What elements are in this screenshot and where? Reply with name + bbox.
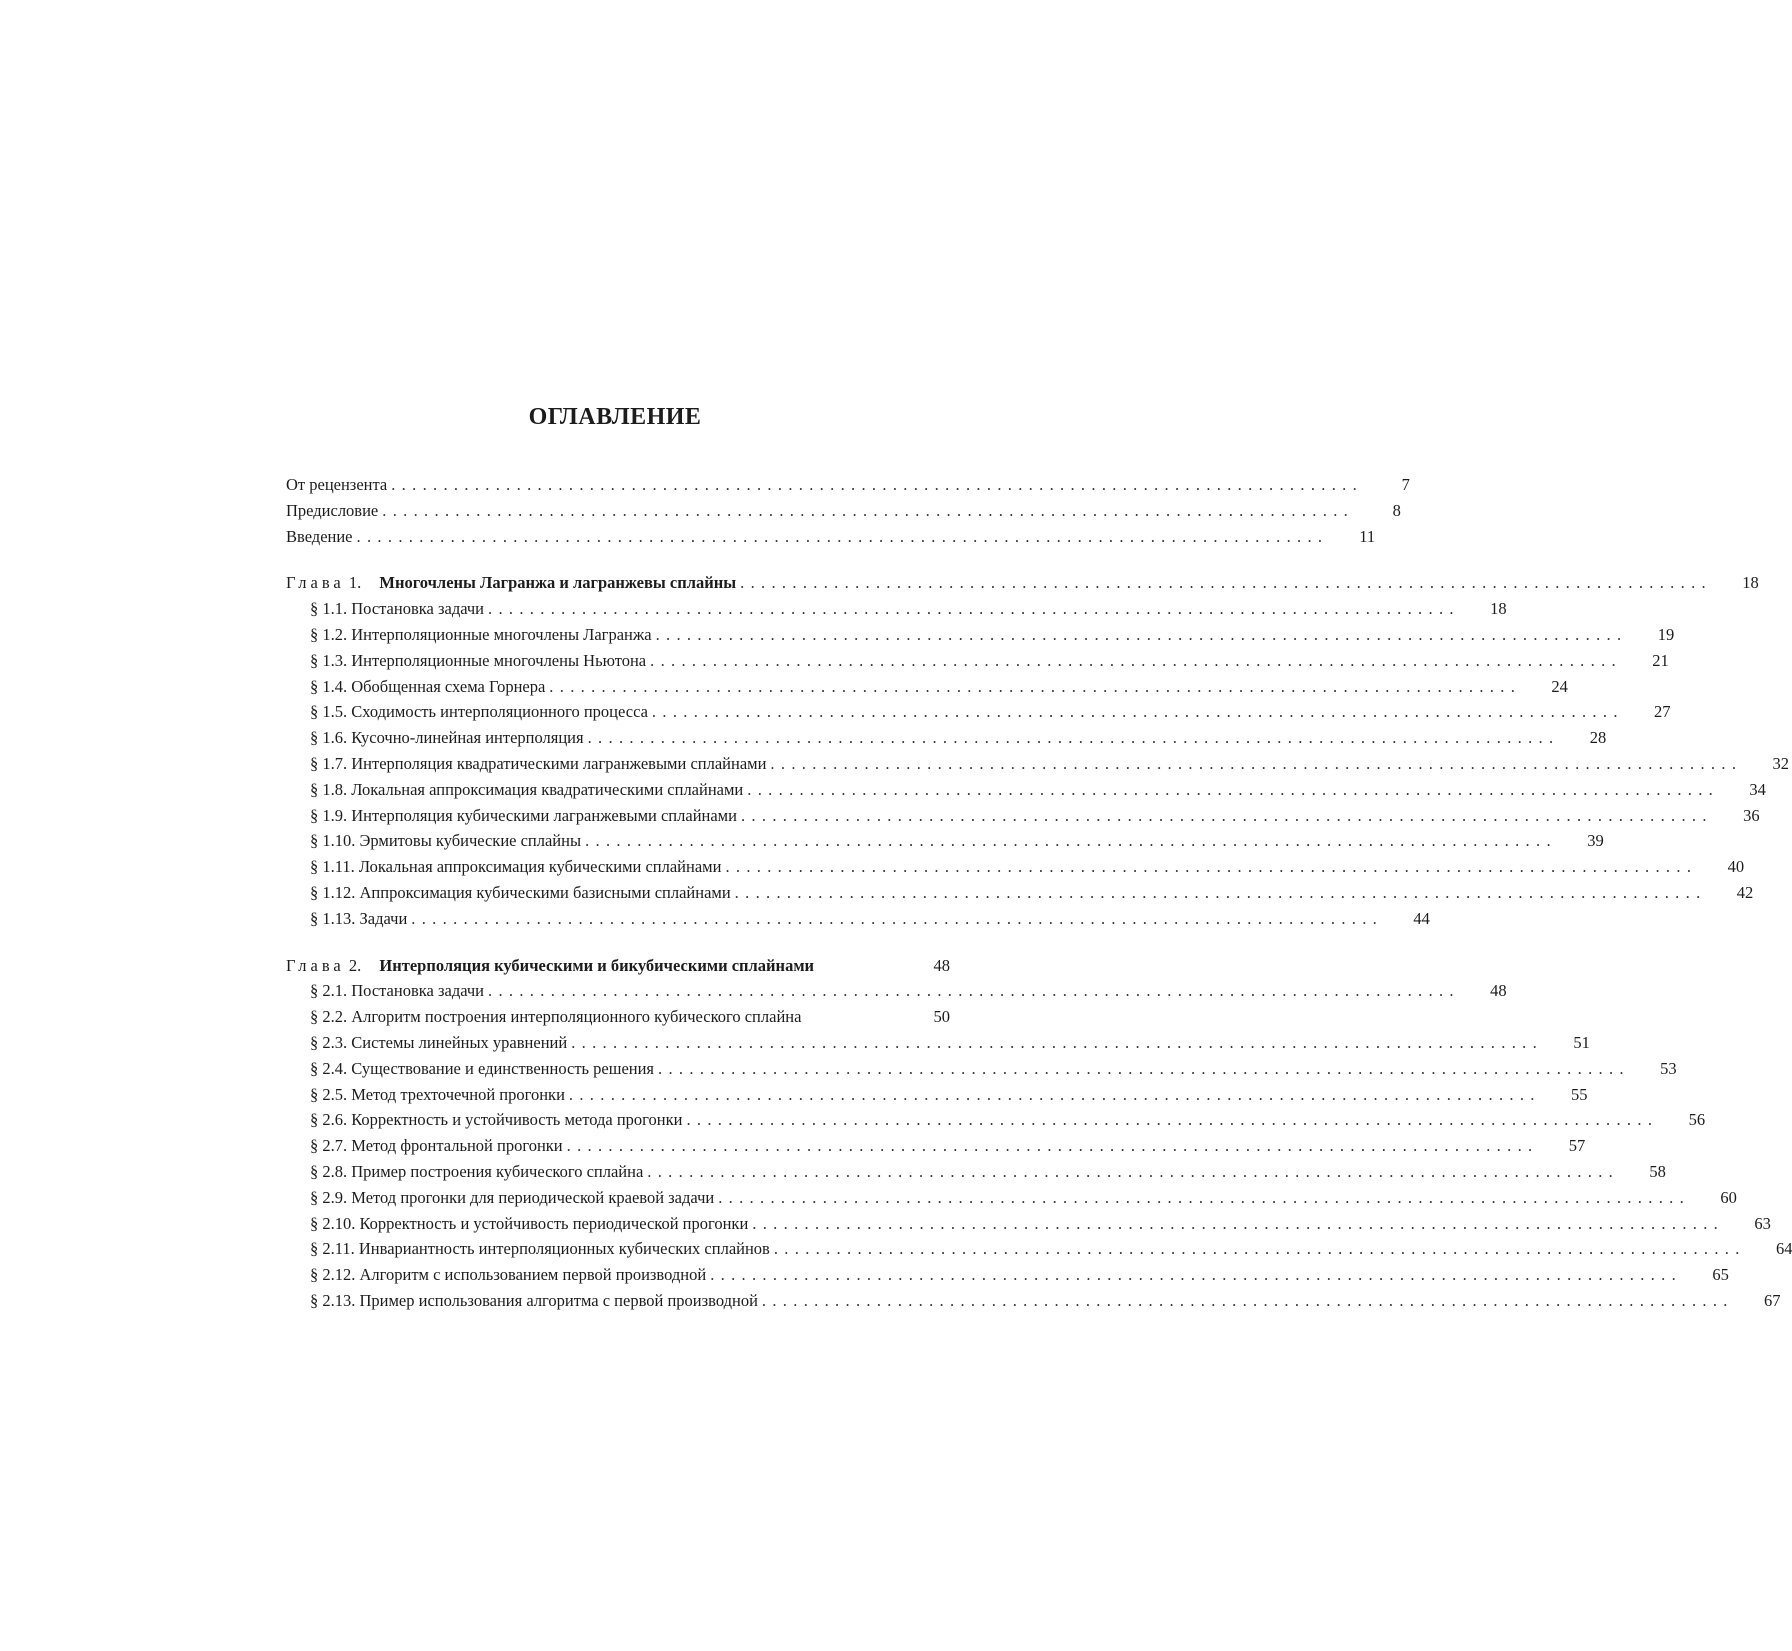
- leader-dots: [682, 1107, 1661, 1133]
- leader-dots: [643, 1159, 1622, 1185]
- leader-dots: [387, 472, 1366, 498]
- toc-page-number: 58: [1649, 1161, 1666, 1181]
- leader-dots: [648, 699, 1627, 725]
- leader-dots: [706, 1262, 1685, 1288]
- toc-page-number: 18: [1742, 573, 1759, 593]
- toc-page-number: 57: [1568, 1136, 1586, 1156]
- toc-section[interactable]: [286, 1107, 1706, 1133]
- toc-section-label: § 1.1. Постановка задачи: [310, 599, 484, 619]
- chapter-number: 2.: [348, 955, 362, 975]
- toc-page-number: 65: [1712, 1265, 1729, 1285]
- toc-section[interactable]: [286, 622, 1675, 648]
- toc-section[interactable]: [286, 674, 1568, 700]
- leader-dots: [581, 828, 1560, 854]
- toc-page-number: 48: [1490, 981, 1507, 1001]
- toc-page-number: 32: [1772, 753, 1790, 773]
- toc-section[interactable]: [286, 978, 1507, 1004]
- toc-section-label: § 2.7. Метод фронтальной прогонки: [310, 1136, 563, 1156]
- toc-page-number: 67: [1764, 1290, 1781, 1310]
- toc-page-number: 48: [933, 955, 950, 975]
- toc-page-number: 44: [1413, 908, 1430, 928]
- leader-dots: [353, 524, 1332, 550]
- toc-section[interactable]: [286, 596, 1507, 622]
- toc-section-label: § 2.6. Корректность и устойчивость метода прогонки: [310, 1110, 683, 1130]
- toc-section-label: § 1.11. Локальная аппроксимация кубическими сплайнами: [310, 857, 722, 877]
- toc-section-label: § 2.13. Пример использования алгоритма с первой производной: [310, 1290, 758, 1310]
- leader-dots: [766, 751, 1745, 777]
- leader-dots: [721, 854, 1700, 880]
- toc-page-number: 64: [1775, 1239, 1792, 1259]
- toc-section[interactable]: [286, 1262, 1729, 1288]
- toc-page-number: 42: [1736, 882, 1754, 902]
- toc-section-label: § 2.12. Алгоритм с использованием первой производной: [310, 1265, 707, 1285]
- leader-dots: [714, 1185, 1693, 1211]
- toc-section-label: § 2.9. Метод прогонки для периодической краевой задачи: [310, 1187, 715, 1207]
- toc-section-label: § 1.10. Эрмитовы кубические сплайны: [310, 831, 582, 851]
- toc-page-number: 18: [1490, 599, 1507, 619]
- toc-page-number: 28: [1589, 728, 1607, 748]
- leader-dots: [770, 1236, 1749, 1262]
- leader-dots: [731, 880, 1710, 906]
- toc-section-label: § 1.4. Обобщенная схема Горнера: [310, 676, 546, 696]
- toc-section-label: § 2.5. Метод трехточечной прогонки: [310, 1084, 565, 1104]
- leader-dots: [563, 1133, 1542, 1159]
- toc-page-number: 21: [1652, 650, 1669, 670]
- leader-dots: [565, 1082, 1544, 1108]
- toc-page-number: 8: [1392, 500, 1401, 520]
- leader-dots: [584, 725, 1563, 751]
- toc-section[interactable]: [286, 1030, 1590, 1056]
- leader-dots: [743, 777, 1722, 803]
- toc-section-label: § 1.3. Интерполяционные многочлены Ньютона: [310, 650, 647, 670]
- toc-section-label: § 1.7. Интерполяция квадратическими лагранжевыми сплайнами: [310, 753, 767, 773]
- toc-entry-label: От рецензента: [286, 475, 388, 494]
- leader-dots: [758, 1288, 1737, 1314]
- toc-page-number: 11: [1359, 526, 1376, 546]
- toc-page-number: 36: [1743, 805, 1760, 825]
- toc-page-number: 40: [1727, 857, 1745, 877]
- toc-section[interactable]: [286, 1185, 1737, 1211]
- toc-section-label: § 2.10. Корректность и устойчивость периодической прогонки: [310, 1213, 749, 1233]
- leader-dots: [484, 596, 1463, 622]
- toc-page-number: 27: [1654, 702, 1671, 722]
- toc-page-number: 53: [1660, 1058, 1677, 1078]
- toc-section-label: § 2.3. Системы линейных уравнений: [310, 1032, 568, 1052]
- toc-section[interactable]: [286, 880, 1754, 906]
- toc-section[interactable]: [286, 777, 1766, 803]
- toc-section-label: § 1.9. Интерполяция кубическими лагранжевыми сплайнами: [310, 805, 737, 825]
- leader-dots: [737, 803, 1716, 829]
- leader-dots: [736, 570, 1715, 596]
- toc-page-number: 51: [1573, 1032, 1590, 1052]
- leader-dots: [407, 906, 1386, 932]
- toc-section[interactable]: [286, 1133, 1586, 1159]
- leader-dots: [378, 498, 1357, 524]
- toc-page-number: 50: [933, 1007, 950, 1027]
- toc-section[interactable]: [286, 1082, 1588, 1108]
- toc-section[interactable]: [286, 1056, 1677, 1082]
- toc-section-label: § 1.8. Локальная аппроксимация квадратическими сплайнами: [310, 779, 744, 799]
- toc-section[interactable]: [286, 751, 1790, 777]
- toc-page-number: 63: [1754, 1213, 1771, 1233]
- toc-page-number: 19: [1657, 624, 1675, 644]
- toc-section[interactable]: [286, 1004, 950, 1030]
- toc-section-label: § 2.4. Существование и единственность решения: [310, 1058, 655, 1078]
- toc-section-label: § 1.12. Аппроксимация кубическими базисными сплайнами: [310, 882, 731, 902]
- toc-chapter-heading: [286, 570, 736, 596]
- toc-page-number: 60: [1720, 1187, 1737, 1207]
- toc-page-number: 56: [1688, 1110, 1706, 1130]
- leader-dots: [654, 1056, 1633, 1082]
- toc-page-number: 24: [1551, 676, 1568, 696]
- leader-dots: [484, 978, 1463, 1004]
- toc-page-number: 34: [1749, 779, 1766, 799]
- toc-section-label: § 2.2. Алгоритм построения интерполяционного кубического сплайна: [310, 1007, 802, 1027]
- spacer: [286, 932, 950, 953]
- toc-section[interactable]: [286, 1211, 1771, 1237]
- toc-entry-label: Введение: [286, 526, 353, 546]
- toc-section[interactable]: [286, 854, 1745, 880]
- leader-dots: [646, 648, 1625, 674]
- toc-entry-introduction[interactable]: [286, 524, 1376, 550]
- toc-section-label: § 1.2. Интерполяционные многочлены Лагранжа: [310, 624, 652, 644]
- toc-section-label: § 1.13. Задачи: [310, 908, 408, 928]
- toc-section[interactable]: [286, 648, 1669, 674]
- chapter-word: Глава: [286, 955, 345, 975]
- toc-page-number: 55: [1571, 1084, 1588, 1104]
- page-title: ОГЛАВЛЕНИЕ: [528, 404, 702, 430]
- toc-chapter-heading: [286, 953, 814, 979]
- chapter-title: Многочлены Лагранжа и лагранжевы сплайны: [379, 573, 737, 593]
- toc-section[interactable]: [286, 906, 1430, 932]
- table-of-contents: [286, 472, 1792, 1314]
- toc-entry-label: Предисловие: [286, 500, 379, 520]
- toc-section-label: § 1.6. Кусочно-линейная интерполяция: [310, 728, 584, 748]
- toc-section[interactable]: [286, 1236, 1792, 1262]
- toc-entry-reviewer[interactable]: [286, 472, 1410, 498]
- toc-section[interactable]: [286, 1288, 1781, 1314]
- toc-section[interactable]: [286, 828, 1604, 854]
- leader-dots: [567, 1030, 1546, 1056]
- toc-section-label: § 2.1. Постановка задачи: [310, 981, 484, 1001]
- leader-dots: [652, 622, 1631, 648]
- chapter-number: 1.: [348, 573, 362, 593]
- toc-section[interactable]: [286, 725, 1607, 751]
- toc-section[interactable]: [286, 699, 1671, 725]
- toc-section[interactable]: [286, 803, 1760, 829]
- chapter-word: Глава: [286, 573, 345, 593]
- chapter-title: Интерполяция кубическими и бикубическими сплайнами: [379, 955, 815, 975]
- toc-section[interactable]: [286, 1159, 1666, 1185]
- leader-dots: [545, 674, 1524, 700]
- toc-chapter-1[interactable]: [286, 570, 1759, 596]
- toc-chapter-2[interactable]: [286, 953, 950, 979]
- toc-page-number: 39: [1587, 831, 1604, 851]
- toc-section-label: § 1.5. Сходимость интерполяционного процесса: [310, 702, 648, 722]
- leader-dots: [748, 1211, 1727, 1237]
- toc-section-label: § 2.8. Пример построения кубического сплайна: [310, 1161, 644, 1181]
- toc-entry-preface[interactable]: [286, 498, 1401, 524]
- toc-page-number: 7: [1401, 475, 1410, 494]
- spacer: [286, 549, 950, 570]
- toc-section-label: § 2.11. Инвариантность интерполяционных кубических сплайнов: [310, 1239, 770, 1259]
